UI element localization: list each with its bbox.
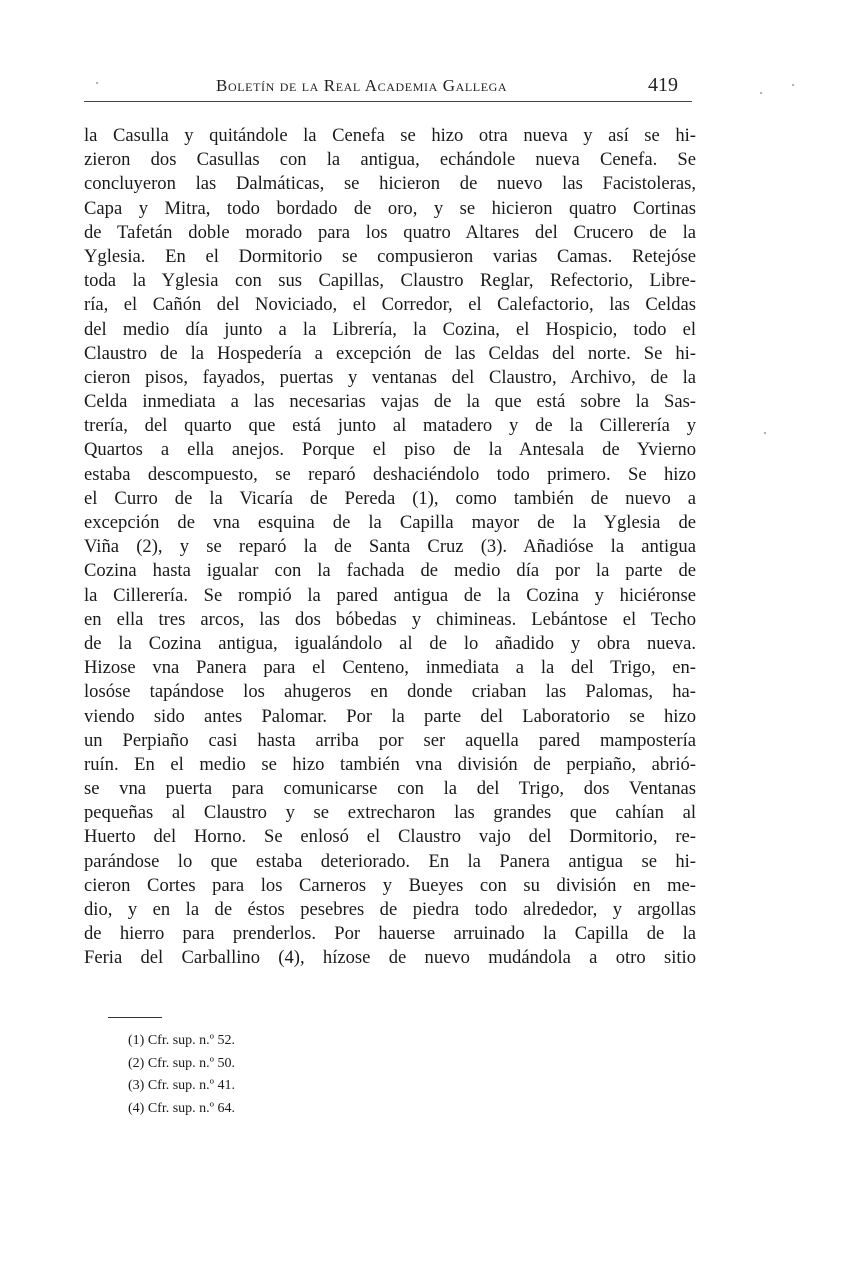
scan-speck [792,84,794,86]
text-line: Quartos a ella anejos. Porque el piso de la Antesala de Yvierno [84,439,696,461]
text-line: parándose lo que estaba deteriorado. En la Panera antigua se hi- [84,850,696,872]
text-line: Capa y Mitra, todo bordado de oro, y se hicieron quatro Cortinas [84,197,696,219]
text-line: de Tafetán doble morado para los quatro Altares del Crucero de la [84,221,696,243]
text-line: del medio día junto a la Librería, la Cozina, el Hospicio, todo el [84,318,696,340]
text-line: ría, el Cañón del Noviciado, el Corredor, el Calefactorio, las Celdas [84,294,696,316]
text-line: losóse tapándose los ahugeros en donde criaban las Palomas, ha- [84,681,696,703]
footnotes [128,1030,428,1120]
header-rule [84,101,692,102]
text-line: zieron dos Casullas con la antigua, echándole nueva Cenefa. Se [84,149,696,171]
text-line: cieron Cortes para los Carneros y Bueyes con su división en me- [84,874,696,896]
footnote: (2) Cfr. sup. n.º 50. [128,1055,236,1071]
running-head [84,72,692,102]
body-text [84,124,696,971]
text-line: Viña (2), y se reparó la de Santa Cruz (3). Añadióse la antigua [84,536,696,558]
text-line: la Cillerería. Se rompió la pared antigua de la Cozina y hiciéronse [84,584,696,606]
text-line: Huerto del Horno. Se enlosó el Claustro vajo del Dormitorio, re- [84,826,696,848]
scan-speck [764,432,766,434]
text-line: ruín. En el medio se hizo también vna división de perpiaño, abrió- [84,753,696,775]
text-line: Celda inmediata a las necesarias vajas de la que está sobre la Sas- [84,391,696,413]
text-line: la Casulla y quitándole la Cenefa se hizo otra nueva y así se hi- [84,125,696,146]
text-line: trería, del quarto que está junto al matadero y de la Cillerería y [84,415,696,437]
text-line: en ella tres arcos, las dos bóbedas y chimineas. Lebántose el Techo [84,608,696,630]
footnote: (1) Cfr. sup. n.º 52. [128,1033,236,1048]
text-line: de hierro para prenderlos. Por hauerse arruinado la Capilla de la [84,923,696,945]
text-line: un Perpiaño casi hasta arriba por ser aquella pared mampostería [84,729,696,751]
text-line: viendo sido antes Palomar. Por la parte del Laboratorio se hizo [84,705,696,727]
text-line: Cozina hasta igualar con la fachada de medio día por la parte de [84,560,696,582]
scan-speck [96,82,98,84]
text-line: Claustro de la Hospedería a excepción de las Celdas del norte. Se hi- [84,342,696,364]
text-line: pequeñas al Claustro y se extrecharon las grandes que cahían al [84,802,696,824]
text-line: toda la Yglesia con sus Capillas, Claustro Reglar, Refectorio, Libre- [84,270,696,292]
text-line: Hizose vna Panera para el Centeno, inmediata a la del Trigo, en- [84,657,696,679]
text-line: concluyeron las Dalmáticas, se hicieron de nuevo las Facistoleras, [84,173,696,195]
footnote: (4) Cfr. sup. n.º 64. [128,1100,236,1116]
page-number: 419 [648,74,678,96]
text-line: de la Cozina antigua, igualándolo al de lo añadido y obra nueva. [84,632,696,654]
text-line: estaba descompuesto, se reparó deshaciéndolo todo primero. Se hizo [84,463,696,485]
footnote-rule [108,1017,162,1018]
text-line: Feria del Carballino (4), hízose de nuevo mudándola a otro sitio [84,947,696,969]
text-line: cieron pisos, fayados, puertas y ventanas del Claustro, Archivo, de la [84,366,696,388]
text-line: excepción de vna esquina de la Capilla mayor de la Yglesia de [84,512,696,533]
text-line: dio, y en la de éstos pesebres de piedra todo alrededor, y argollas [84,899,696,920]
scan-speck [760,92,762,94]
footnote: (3) Cfr. sup. n.º 41. [128,1078,236,1093]
text-line: se vna puerta para comunicarse con la del Trigo, dos Ventanas [84,778,696,800]
text-line: Yglesia. En el Dormitorio se compusieron varias Camas. Retejóse [84,245,696,267]
text-line: el Curro de la Vicaría de Pereda (1), como también de nuevo a [84,487,696,509]
running-title: Boletín de la Real Academia Gallega [216,76,508,95]
